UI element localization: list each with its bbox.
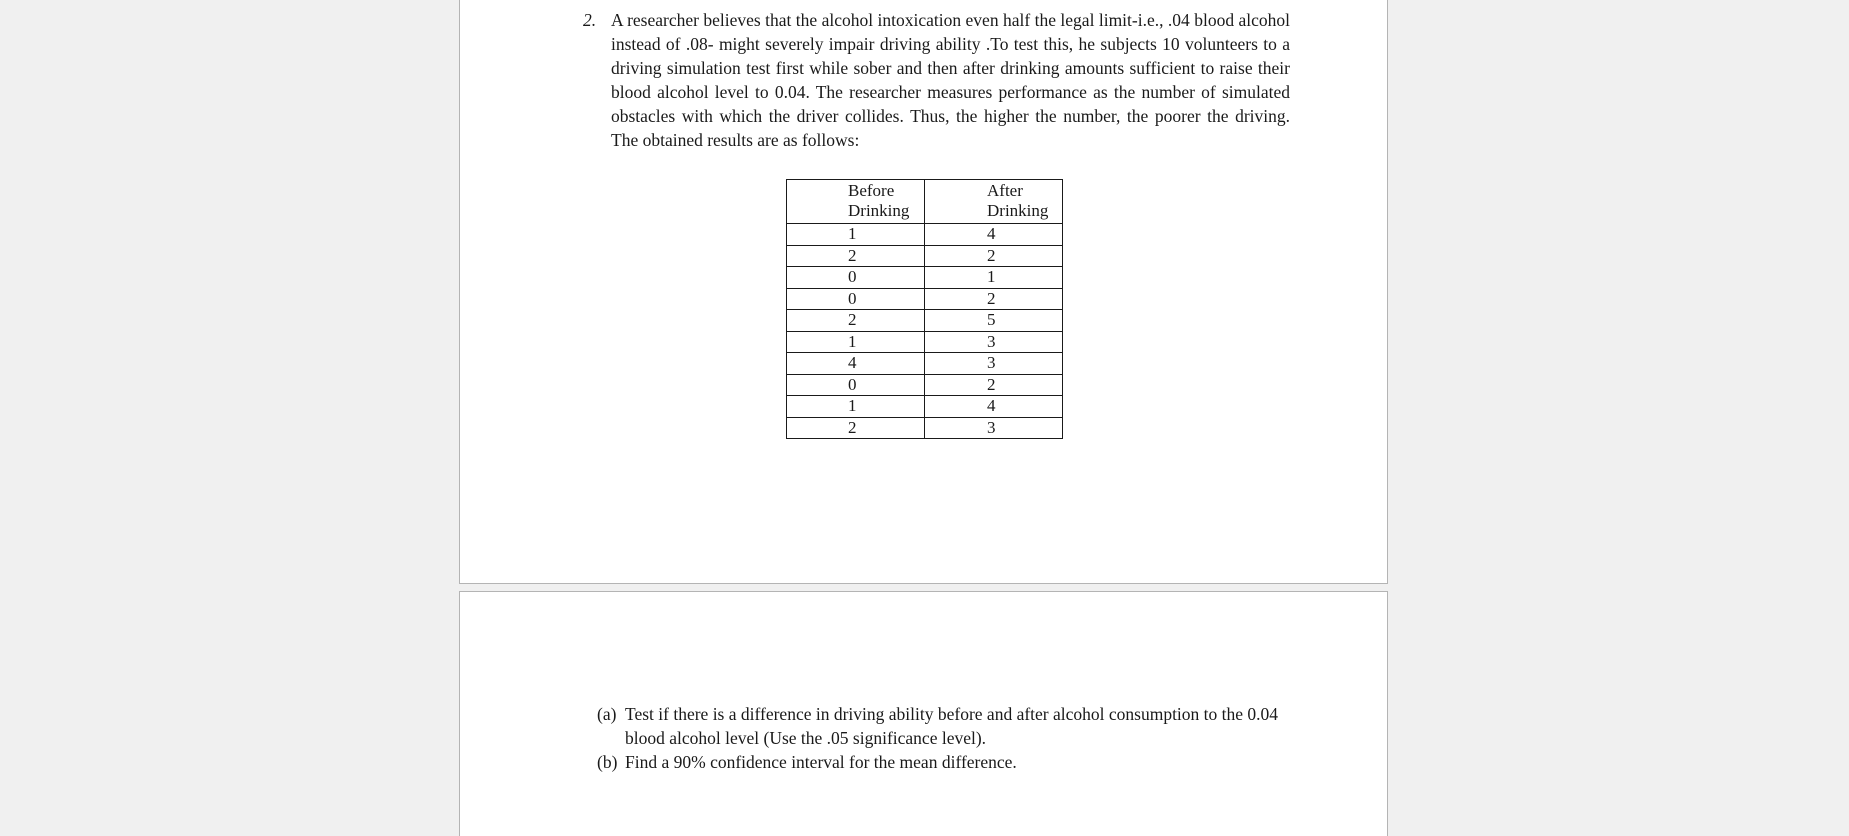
part-a-label: (a) — [597, 704, 617, 724]
question-text: A researcher believes that the alcohol intoxication even half the legal limit-i.e., .04 blood alcohol instead of .08- might severely impair driving ability .To test this, he subjects 10 volunteers to a driving simulation test first while sober and then after drinking amounts sufficient to raise their blood alcohol level to 0.04. The researcher measures performance as the number of simulated obstacles with which the driver collides. Thus, the higher the number, the poorer the driving. The obtained results are as follows: — [611, 10, 1290, 150]
cell-after: 5 — [925, 310, 1063, 332]
cell-after: 3 — [925, 353, 1063, 375]
cell-before: 0 — [787, 288, 925, 310]
table-row — [787, 267, 1063, 289]
table-row — [787, 331, 1063, 353]
part-a — [597, 702, 1290, 750]
table-row — [787, 245, 1063, 267]
cell-before: 1 — [787, 224, 925, 246]
table-row — [787, 310, 1063, 332]
cell-after: 4 — [925, 396, 1063, 418]
cell-after: 2 — [925, 374, 1063, 396]
cell-before: 2 — [787, 310, 925, 332]
cell-after: 3 — [925, 331, 1063, 353]
cell-after: 4 — [925, 224, 1063, 246]
question-2 — [583, 8, 1290, 152]
table-header-row — [787, 180, 1063, 224]
part-b — [597, 750, 1290, 774]
cell-before: 2 — [787, 245, 925, 267]
table-row — [787, 374, 1063, 396]
part-b-label: (b) — [597, 752, 618, 772]
cell-after: 3 — [925, 417, 1063, 439]
question-number: 2. — [583, 10, 597, 30]
table-row — [787, 224, 1063, 246]
document-page-2 — [459, 591, 1388, 836]
document-page-1 — [459, 0, 1388, 584]
cell-before: 1 — [787, 331, 925, 353]
cell-after: 1 — [925, 267, 1063, 289]
table-row — [787, 288, 1063, 310]
header-before-drinking: Before Drinking — [787, 180, 925, 224]
part-a-text: Test if there is a difference in driving ability before and after alcohol consumption to the 0.04 blood alcohol level (Use the .05 significance level). — [625, 704, 1279, 748]
table-row — [787, 396, 1063, 418]
results-table — [786, 179, 1063, 439]
cell-after: 2 — [925, 288, 1063, 310]
cell-after: 2 — [925, 245, 1063, 267]
cell-before: 2 — [787, 417, 925, 439]
table-row — [787, 417, 1063, 439]
cell-before: 4 — [787, 353, 925, 375]
part-b-text: Find a 90% confidence interval for the mean difference. — [625, 752, 1017, 772]
header-after-drinking: After Drinking — [925, 180, 1063, 224]
cell-before: 0 — [787, 374, 925, 396]
cell-before: 0 — [787, 267, 925, 289]
question-parts — [597, 702, 1290, 774]
table-row — [787, 353, 1063, 375]
cell-before: 1 — [787, 396, 925, 418]
